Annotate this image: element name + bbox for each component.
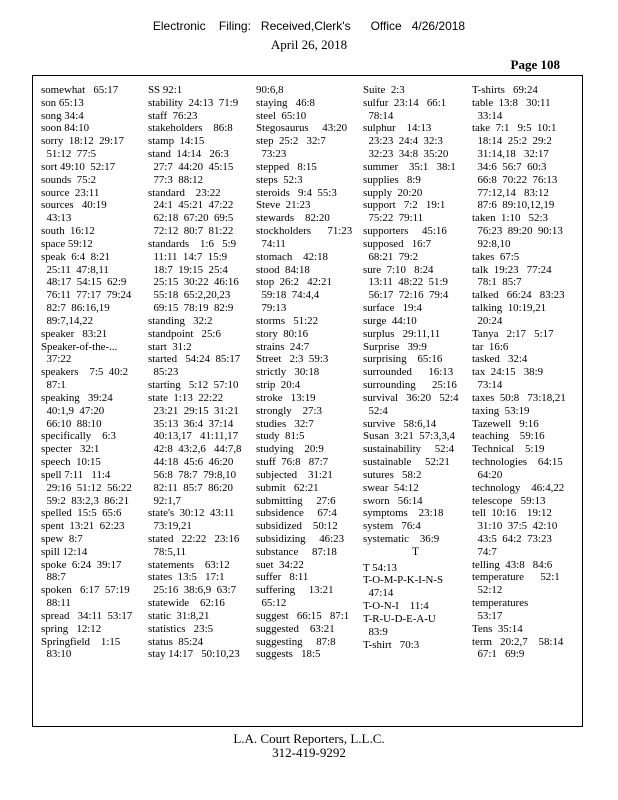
index-entry: survive 58:6,14 [363, 417, 437, 430]
index-entry: taxing 53:19 [472, 404, 530, 417]
index-entry: sworn 56:14 [363, 494, 423, 507]
index-entry: Surprise 39:9 [363, 340, 427, 353]
index-entry: suggest 66:15 87:1 [256, 609, 350, 622]
index-entry: Tazewell 9:16 [472, 417, 539, 430]
index-entry: table 13:8 30:11 33:14 [472, 96, 551, 122]
index-entry: spill 12:14 [41, 545, 88, 558]
index-entry: spoke 6:24 39:17 88:7 [41, 558, 122, 584]
index-entry: static 31:8,21 [148, 609, 210, 622]
footer-company: L.A. Court Reporters, L.L.C. [233, 731, 385, 746]
index-entry: strongly 27:3 [256, 404, 322, 417]
index-entry: spell 7:11 11:4 29:16 51:12 56:22 59:2 83:2,3 86:21 [41, 468, 132, 507]
index-entry: study 81:5 [256, 430, 305, 443]
index-column-2 [148, 84, 253, 661]
index-entry: spread 34:11 53:17 [41, 609, 133, 622]
index-entry: sulphur 14:13 23:23 24:4 32:3 32:23 34:8 35:20 [363, 122, 449, 161]
index-column-5 [472, 84, 577, 661]
page-number: Page 108 [510, 57, 560, 72]
index-entry: stamp 14:15 [148, 135, 205, 148]
index-entry: stood 84:18 [256, 263, 310, 276]
index-entry: somewhat 65:17 [41, 84, 119, 96]
index-entry: T 54:13 [363, 561, 397, 574]
index-entry: standing 32:2 [148, 314, 213, 327]
index-entry: stuff 76:8 87:7 [256, 456, 329, 469]
index-entry: sort 49:10 52:17 [41, 160, 116, 173]
index-entry: talked 66:24 83:23 [472, 289, 565, 302]
index-entry: talk 19:23 77:24 78:1 85:7 [472, 263, 552, 289]
index-entry: temperatures 53:17 [472, 597, 529, 622]
index-entry: stockholders 71:23 74:11 [256, 225, 353, 250]
index-entry: telescope 59:13 [472, 494, 546, 507]
index-entry: speak 6:4 8:21 25:11 47:8,11 48:17 54:15 62:9 76:11 77:17 79:24 82:7 86:16,19 89:7,14,22 [41, 250, 132, 327]
index-entry: speaking 39:24 40:1,9 47:20 66:10 88:10 [41, 391, 113, 430]
letter-heading: T [411, 545, 420, 558]
index-entry: submitting 27:6 [256, 494, 336, 507]
index-entry: tasked 32:4 [472, 353, 528, 366]
index-entry: supplies 8:9 [363, 173, 421, 186]
index-entry: stated 22:22 23:16 78:5,11 [148, 532, 240, 558]
index-entry: stay 14:17 50:10,23 [148, 648, 240, 661]
index-column-1 [41, 84, 146, 661]
index-entry: standpoint 25:6 [148, 327, 221, 340]
index-entry: suet 34:22 [256, 558, 304, 571]
index-entry: sustainable 52:21 [363, 456, 450, 469]
index-entry: Springfield 1:15 83:10 [41, 635, 121, 661]
index-entry: sulfur 23:14 66:1 78:14 [363, 96, 447, 122]
index-entry: surrounding 25:16 [363, 379, 457, 392]
index-entry: storms 51:22 [256, 314, 319, 327]
index-entry: suffer 8:11 [256, 571, 309, 584]
index-entry: spew 8:7 [41, 532, 83, 545]
index-entry: state 1:13 22:22 23:21 29:15 31:21 35:13 36:4 37:14 40:13,17 41:11,17 42:8 43:2,6 44:7,8 44:18 45:6 46:20 56:8 78:7 79:8,10 82:11 85:7 86:20 92:1,7 [148, 391, 242, 507]
index-entry: T-O-N-I 11:4 [363, 600, 429, 613]
index-entry: Steve 21:23 [256, 199, 311, 212]
filing-header [0, 18, 618, 53]
index-entry: surface 19:4 [363, 302, 422, 315]
index-entry: specifically 6:3 [41, 430, 117, 443]
index-entry: stability 24:13 71:9 [148, 96, 239, 109]
index-entry: survival 36:20 52:4 52:4 [363, 391, 459, 417]
index-entry: standard 23:22 24:1 45:21 47:22 62:18 67:20 69:5 72:12 80:7 81:22 [148, 186, 234, 238]
index-entry: space 59:12 [41, 237, 93, 250]
index-entry: story 80:16 [256, 327, 309, 340]
index-entry: Suite 2:3 [363, 84, 405, 96]
index-entry: start 31:2 [148, 340, 192, 353]
index-entry: sorry 18:12 29:17 51:12 77:5 [41, 135, 124, 161]
index-entry: symptoms 23:18 [363, 507, 444, 520]
index-entry: surge 44:10 [363, 314, 417, 327]
index-column-4 [363, 84, 468, 651]
filing-stamp-line: Electronic Filing: Received,Clerk's Office 4/26/2018 [152, 19, 466, 33]
index-entry: stroke 13:19 [256, 391, 316, 404]
index-column-3 [256, 84, 361, 661]
index-entry: Speaker-of-the-... 37:22 [41, 340, 118, 366]
index-entry: studies 32:7 [256, 417, 314, 430]
index-entry: suggests 18:5 [256, 648, 321, 661]
index-entry: Susan 3:21 57:3,3,4 [363, 430, 455, 443]
index-entry: soon 84:10 [41, 122, 90, 135]
index-entry: subjected 31:21 [256, 468, 333, 481]
index-entry: 90:6,8 [256, 84, 284, 96]
index-entry: sounds 75:2 [41, 173, 97, 186]
index-entry: stomach 42:18 [256, 250, 328, 263]
index-entry: swear 54:12 [363, 481, 419, 494]
index-entry: states 13:5 17:1 25:16 38:6,9 63:7 [148, 571, 237, 597]
index-entry: stewards 82:20 [256, 212, 330, 225]
index-entry: tell 10:16 19:12 31:10 37:5 42:10 43:5 64:2 73:23 74:7 [472, 507, 558, 558]
footer-phone: 312-419-9292 [272, 745, 346, 760]
index-entry: stand 14:14 26:3 27:7 44:20 45:15 77:3 88:12 [148, 148, 234, 186]
index-entry: takes 67:5 [472, 250, 520, 263]
index-entry: staff 76:23 [148, 109, 198, 122]
index-entry: specter 32:1 [41, 443, 100, 456]
index-entry: taxes 50:8 73:18,21 [472, 391, 566, 404]
index-entry: statistics 23:5 [148, 622, 214, 635]
index-entry: started 54:24 85:17 85:23 [148, 353, 241, 379]
index-entry: T-R-U-D-E-A-U 83:9 [363, 612, 436, 638]
index-entry: steroids 9:4 55:3 [256, 186, 337, 199]
index-entry: supporters 45:16 [363, 225, 447, 238]
index-entry: tar 16:6 [472, 340, 509, 353]
index-entry: suggesting 87:8 [256, 635, 336, 648]
index-entry: statements 63:12 [148, 558, 230, 571]
index-entry: sure 7:10 8:24 13:11 48:22 51:9 56:17 72:16 79:4 [363, 263, 449, 302]
index-entry: spelled 15:5 65:6 [41, 507, 122, 520]
index-entry: temperature 52:1 52:12 [472, 571, 560, 597]
index-entry: supply 20:20 [363, 186, 423, 199]
index-entry: term 20:2,7 58:14 67:1 69:9 [472, 635, 564, 661]
index-entry: substance 87:18 [256, 545, 337, 558]
index-entry: system 76:4 [363, 520, 421, 533]
index-entry: surplus 29:11,11 [363, 327, 441, 340]
index-entry: sutures 58:2 [363, 468, 422, 481]
index-entry: telling 43:8 84:6 [472, 558, 553, 571]
index-entry: technologies 64:15 64:20 [472, 456, 563, 481]
index-entry: spoken 6:17 57:19 88:11 [41, 584, 130, 610]
index-entry: talking 10:19,21 20:24 [472, 302, 547, 327]
index-entry: south 16:12 [41, 225, 95, 238]
index-entry: steps 52:3 [256, 173, 303, 186]
index-entry: song 34:4 [41, 109, 84, 122]
footer [0, 732, 618, 760]
index-entry: taken 1:10 52:3 76:23 89:20 90:13 92:8,10 [472, 212, 563, 250]
index-entry: teaching 59:16 [472, 430, 545, 443]
index-entry: sources 40:19 43:13 [41, 199, 107, 225]
index-entry: technology 46:4,22 [472, 481, 565, 494]
index-entry: T-O-M-P-K-I-N-S 47:14 [363, 574, 444, 600]
index-entry: son 65:13 [41, 96, 84, 109]
index-entry: strictly 30:18 [256, 366, 320, 379]
index-entry: surrounded 16:13 [363, 366, 454, 379]
index-entry: Street 2:3 59:3 [256, 353, 329, 366]
index-entry: studying 20:9 [256, 443, 324, 456]
index-entry: T-shirts 69:24 [472, 84, 538, 96]
index-entry: stakeholders 86:8 [148, 122, 233, 135]
index-entry: Stegosaurus 43:20 [256, 122, 348, 135]
index-entry: speakers 7:5 40:2 87:1 [41, 366, 129, 392]
index-entry: submit 62:21 [256, 481, 319, 494]
index-entry: Tens 35:14 [472, 622, 523, 635]
index-entry: speaker 83:21 [41, 327, 108, 340]
index-entry: subsidence 67:4 [256, 507, 337, 520]
index-entry: sustainability 52:4 [363, 443, 455, 456]
index-entry: standards 1:6 5:9 11:11 14:7 15:9 18:7 19:15 25:4 25:15 30:22 46:16 55:18 65:2,20,23 69:15 78:19 82:9 [148, 237, 239, 315]
index-entry: systematic 36:9 [363, 532, 440, 545]
index-entry: strip 20:4 [256, 379, 301, 392]
index-entry: spent 13:21 62:23 [41, 520, 125, 533]
index-entry: tax 24:15 38:9 73:14 [472, 366, 544, 392]
index-entry: spring 12:12 [41, 622, 102, 635]
index-entry: steel 65:10 [256, 109, 307, 122]
index-entry: subsidizing 46:23 [256, 532, 345, 545]
index-entry: suffering 13:21 65:12 [256, 584, 334, 610]
index-entry: stepped 8:15 [256, 160, 317, 173]
index-entry: speech 10:15 [41, 456, 101, 469]
index-entry: status 85:24 [148, 635, 204, 648]
index-entry: step 25:2 32:7 73:23 [256, 135, 326, 161]
index-entry: Tanya 2:17 5:17 [472, 327, 554, 340]
index-entry: stop 26:2 42:21 59:18 74:4,4 79:13 [256, 276, 332, 315]
index-entry: staying 46:8 [256, 96, 315, 109]
index-entry: Technical 5:19 [472, 443, 545, 456]
index-entry: subsidized 50:12 [256, 520, 338, 533]
index-entry: take 7:1 9:5 10:1 18:14 25:2 29:2 31:14,18 32:17 34:6 56:7 60:3 66:8 70:22 76:13 77:12,14 83:12 87:6 89:10,12,19 [472, 122, 558, 212]
index-entry: summer 35:1 38:1 [363, 160, 456, 173]
index-entry: suggested 63:21 [256, 622, 335, 635]
index-entry: SS 92:1 [148, 84, 183, 96]
index-entry: state's 30:12 43:11 73:19,21 [148, 507, 235, 533]
filing-date: April 26, 2018 [270, 37, 348, 52]
index-entry: strains 24:7 [256, 340, 310, 353]
index-entry: source 23:11 [41, 186, 100, 199]
index-entry: support 7:2 19:1 75:22 79:11 [363, 199, 446, 225]
index-entry: starting 5:12 57:10 [148, 379, 239, 392]
index-entry: statewide 62:16 [148, 597, 225, 610]
index-entry: supposed 16:7 68:21 79:2 [363, 237, 432, 263]
index-entry: surprising 65:16 [363, 353, 443, 366]
index-entry: T-shirt 70:3 [363, 638, 420, 651]
